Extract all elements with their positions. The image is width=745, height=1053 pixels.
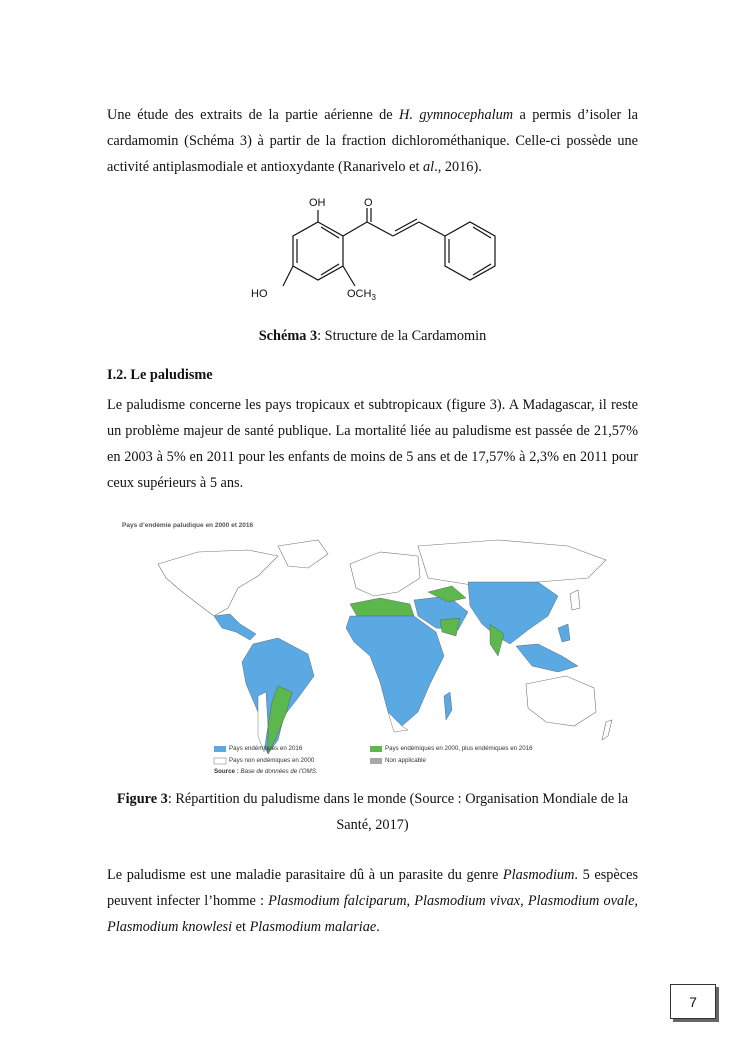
och3-label	[347, 288, 376, 302]
cardamomin-structure	[245, 190, 505, 308]
sub-saharan-africa	[346, 616, 444, 726]
legend-endemic-2000-not-2016: Pays endémiques en 2000, plus endémiques en 2016	[385, 745, 533, 752]
japan	[570, 590, 580, 610]
chain-bond	[343, 222, 367, 236]
map-source-text: Base de données de l’OMS.	[240, 768, 318, 775]
alkene-bond	[393, 222, 419, 236]
figure-caption-text: : Répartition du paludisme dans le monde (Source : Organisation Mondiale de la Santé, 2017)	[167, 791, 629, 833]
figure-label: Figure 3	[116, 791, 168, 807]
scheme-caption	[0, 323, 745, 349]
legend-not-applicable: Non applicable	[385, 757, 426, 764]
arabian-peninsula	[440, 618, 460, 636]
chain-bond	[367, 222, 393, 236]
legend-swatch-not-applicable	[370, 758, 382, 764]
och-subscript: 3	[371, 293, 376, 302]
text: ., 2016).	[434, 159, 482, 175]
species-vivax: Plasmodium vivax	[414, 893, 521, 909]
legend-swatch-endemic-2000	[370, 746, 382, 752]
europe	[350, 552, 420, 596]
ho-bond	[283, 266, 293, 286]
new-zealand	[602, 720, 612, 740]
text: Le paludisme est une maladie parasitaire dû à un parasite du genre	[107, 867, 503, 883]
indonesia	[516, 644, 578, 672]
philippines	[558, 624, 570, 642]
et-al: al	[423, 159, 435, 175]
malaria-paragraph: Le paludisme concerne les pays tropicaux et subtropicaux (figure 3). A Madagascar, il reste un problème majeur de santé publique. La mortalité liée au paludisme est passée de 21,57% en 2003 à 5% en 2011 pour les enfants de moins de 5 ans et de 17,57% à 2,3% en 2011 pour ceux supérieurs à 5 ans.	[107, 397, 638, 491]
section-heading: I.2. Le paludisme	[107, 367, 213, 383]
legend-swatch-endemic-2016	[214, 746, 226, 752]
species-falciparum: Plasmodium falciparum	[268, 893, 407, 909]
legend-swatch-non-endemic	[214, 758, 226, 764]
legend-endemic-2016: Pays endémiques en 2016	[229, 745, 303, 752]
intro-paragraph	[107, 102, 638, 180]
greenland	[278, 540, 328, 568]
russia	[418, 540, 606, 586]
text: ,	[520, 893, 528, 909]
north-america	[158, 550, 278, 616]
central-america	[214, 614, 256, 640]
chain-bond	[419, 222, 445, 236]
left-ring	[293, 222, 343, 280]
world-map-image	[118, 516, 630, 782]
scheme-label: Schéma 3	[258, 328, 318, 344]
text: a permis d’isoler la cardamomin (Schéma 3) à partir de la fraction dichlorométhanique. Celle-ci possède une activité antiplasmodiale et antioxydante (Ranarivelo et	[107, 107, 638, 175]
species-name: H. gymnocephalum	[399, 107, 514, 123]
map-source-label: Source :	[214, 768, 239, 775]
australia	[526, 676, 596, 726]
text: . 5 espèces peuvent infecter l’homme :	[107, 867, 639, 909]
text: .	[376, 919, 380, 935]
text: ,	[406, 893, 415, 909]
page-number: 7	[670, 984, 716, 1019]
och3-bond	[343, 266, 355, 286]
species-malariae: Plasmodium malariae	[249, 919, 377, 935]
plasmodium-paragraph	[107, 862, 638, 940]
map-title: Pays d’endémie paludique en 2000 et 2016	[122, 522, 254, 529]
legend-non-endemic-2000: Pays non endémiques en 2000	[229, 757, 315, 764]
text: Une étude des extraits de la partie aérienne de	[107, 107, 400, 123]
ho-label: HO	[251, 288, 268, 300]
o-label: O	[364, 197, 373, 209]
text: et	[232, 919, 250, 935]
map-source	[214, 768, 318, 775]
world-malaria-map	[118, 516, 630, 782]
species-ovale-knowlesi: Plasmodium ovale, Plasmodium knowlesi	[107, 893, 638, 935]
right-ring	[445, 222, 495, 280]
och-text: OCH	[347, 288, 372, 300]
scheme-caption-text: : Structure de la Cardamomin	[317, 328, 487, 344]
genus-name: Plasmodium	[502, 867, 575, 883]
figure-caption	[107, 786, 638, 838]
madagascar	[444, 692, 452, 720]
oh-label: OH	[309, 197, 326, 209]
asia	[468, 582, 558, 644]
